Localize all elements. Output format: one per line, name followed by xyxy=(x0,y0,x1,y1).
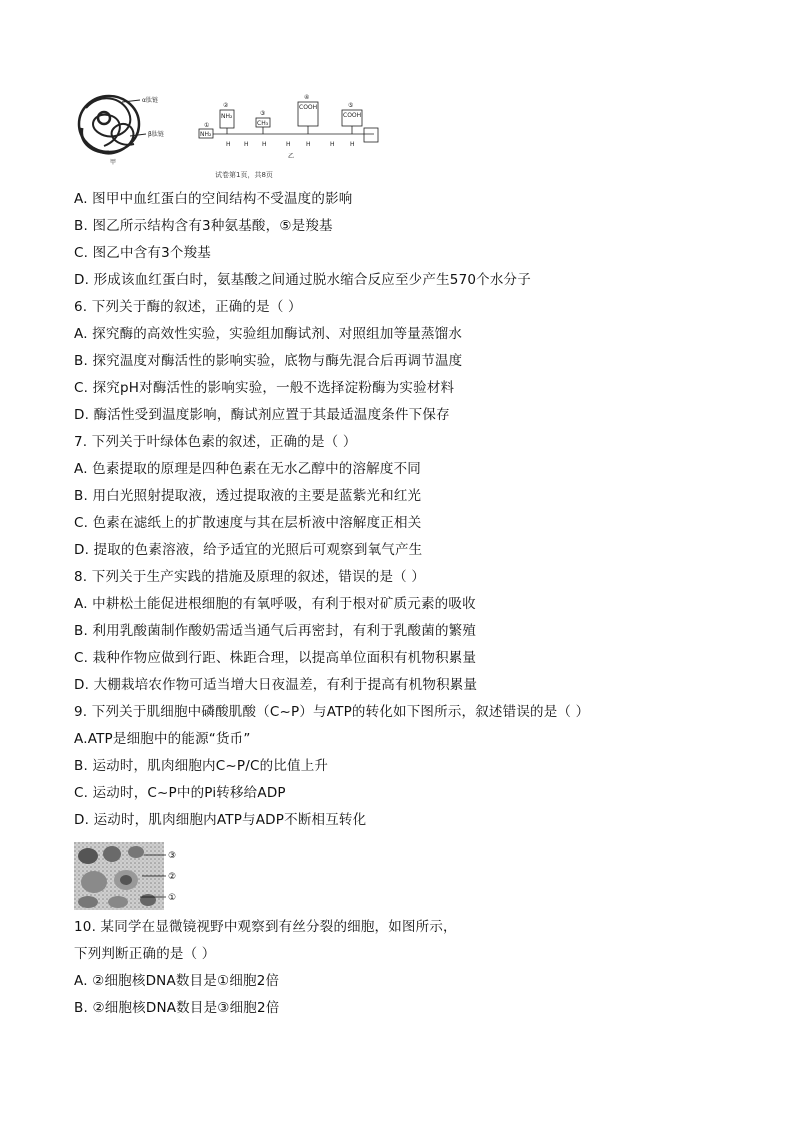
q6-option-d: D. 酶活性受到温度影响，酶试剂应置于其最适温度条件下保存 xyxy=(74,407,450,423)
q8-option-c: C. 栽种作物应做到行距、株距合理，以提高单位面积有机物积累量 xyxy=(74,650,477,666)
svg-text:②: ② xyxy=(223,102,229,109)
svg-text:④: ④ xyxy=(304,94,310,101)
q8-option-a: A. 中耕松土能促进根细胞的有氧呼吸，有利于根对矿质元素的吸收 xyxy=(74,596,476,612)
svg-text:CH₃: CH₃ xyxy=(257,120,269,127)
q7-stem: 7. 下列关于叶绿体色素的叙述，正确的是（ ） xyxy=(74,434,357,450)
cell-label-2: ② xyxy=(168,872,177,882)
beta-chain-label: β肽链 xyxy=(148,131,164,138)
q6-option-a: A. 探究酶的高效性实验，实验组加酶试剂、对照组加等量蒸馏水 xyxy=(74,326,463,342)
peptide-diagram xyxy=(199,94,378,160)
q6-option-c: C. 探究pH对酶活性的影响实验，一般不选择淀粉酶为实验材料 xyxy=(74,380,455,396)
q5-option-a: A. 图甲中血红蛋白的空间结构不受温度的影响 xyxy=(74,191,353,207)
alpha-chain-label: α肽链 xyxy=(142,97,158,104)
svg-text:H: H xyxy=(350,141,355,148)
svg-text:NH₂: NH₂ xyxy=(221,113,233,120)
svg-text:H: H xyxy=(244,141,249,148)
q10-stem-line2: 下列判断正确的是（ ） xyxy=(74,946,216,962)
q8-option-d: D. 大棚栽培农作物可适当增大日夜温差，有利于提高有机物积累量 xyxy=(74,677,478,693)
q5-option-d: D. 形成该血红蛋白时，氨基酸之间通过脱水缩合反应至少产生570个水分子 xyxy=(74,272,531,288)
svg-text:COOH: COOH xyxy=(299,104,318,111)
q9-option-a: A.ATP是细胞中的能源“货币” xyxy=(74,731,251,747)
q7-option-d: D. 提取的色素溶液，给予适宜的光照后可观察到氧气产生 xyxy=(74,542,423,558)
mitosis-cells-figure xyxy=(74,842,184,910)
q6-option-b: B. 探究温度对酶活性的影响实验，底物与酶先混合后再调节温度 xyxy=(74,353,463,369)
yi-label: 乙 xyxy=(288,153,295,160)
q9-option-c: C. 运动时，C~P中的Pi转移给ADP xyxy=(74,785,286,801)
q9-option-d: D. 运动时，肌肉细胞内ATP与ADP不断相互转化 xyxy=(74,812,367,828)
q10-stem-line1: 10. 某同学在显微镜视野中观察到有丝分裂的细胞，如图所示， xyxy=(74,919,457,935)
svg-text:①: ① xyxy=(204,122,210,129)
q5-option-c: C. 图乙中含有3个羧基 xyxy=(74,245,211,261)
q8-option-b: B. 利用乳酸菌制作酸奶需适当通气后再密封，有利于乳酸菌的繁殖 xyxy=(74,623,477,639)
q5-option-b: B. 图乙所示结构含有3种氨基酸，⑤是羧基 xyxy=(74,218,333,234)
svg-text:H: H xyxy=(262,141,267,148)
svg-text:③: ③ xyxy=(260,110,266,117)
page-footer-in-figure: 试卷第1页，共8页 xyxy=(215,171,273,179)
svg-text:NH₂: NH₂ xyxy=(200,131,212,138)
q7-option-a: A. 色素提取的原理是四种色素在无水乙醇中的溶解度不同 xyxy=(74,461,421,477)
jia-label: 甲 xyxy=(110,159,117,166)
cell-label-3: ③ xyxy=(168,851,177,861)
q10-option-a: A. ②细胞核DNA数目是①细胞2倍 xyxy=(74,973,280,989)
hemoglobin-diagram xyxy=(79,96,146,154)
svg-text:H: H xyxy=(286,141,291,148)
svg-text:H: H xyxy=(306,141,311,148)
q8-stem: 8. 下列关于生产实践的措施及原理的叙述，错误的是（ ） xyxy=(74,569,426,585)
svg-text:H: H xyxy=(330,141,335,148)
q6-stem: 6. 下列关于酶的叙述，正确的是（ ） xyxy=(74,299,302,315)
q7-option-b: B. 用白光照射提取液，透过提取液的主要是蓝紫光和红光 xyxy=(74,488,422,504)
q10-option-b: B. ②细胞核DNA数目是③细胞2倍 xyxy=(74,1000,280,1016)
q7-option-c: C. 色素在滤纸上的扩散速度与其在层析液中溶解度正相关 xyxy=(74,515,422,531)
svg-text:COOH: COOH xyxy=(343,112,362,119)
q9-stem: 9. 下列关于肌细胞中磷酸肌酸（C~P）与ATP的转化如下图所示，叙述错误的是（ ） xyxy=(74,704,590,720)
cell-label-1: ① xyxy=(168,893,177,903)
svg-text:H: H xyxy=(226,141,231,148)
q9-option-b: B. 运动时，肌肉细胞内C~P/C的比值上升 xyxy=(74,758,329,774)
svg-text:⑤: ⑤ xyxy=(348,102,354,109)
